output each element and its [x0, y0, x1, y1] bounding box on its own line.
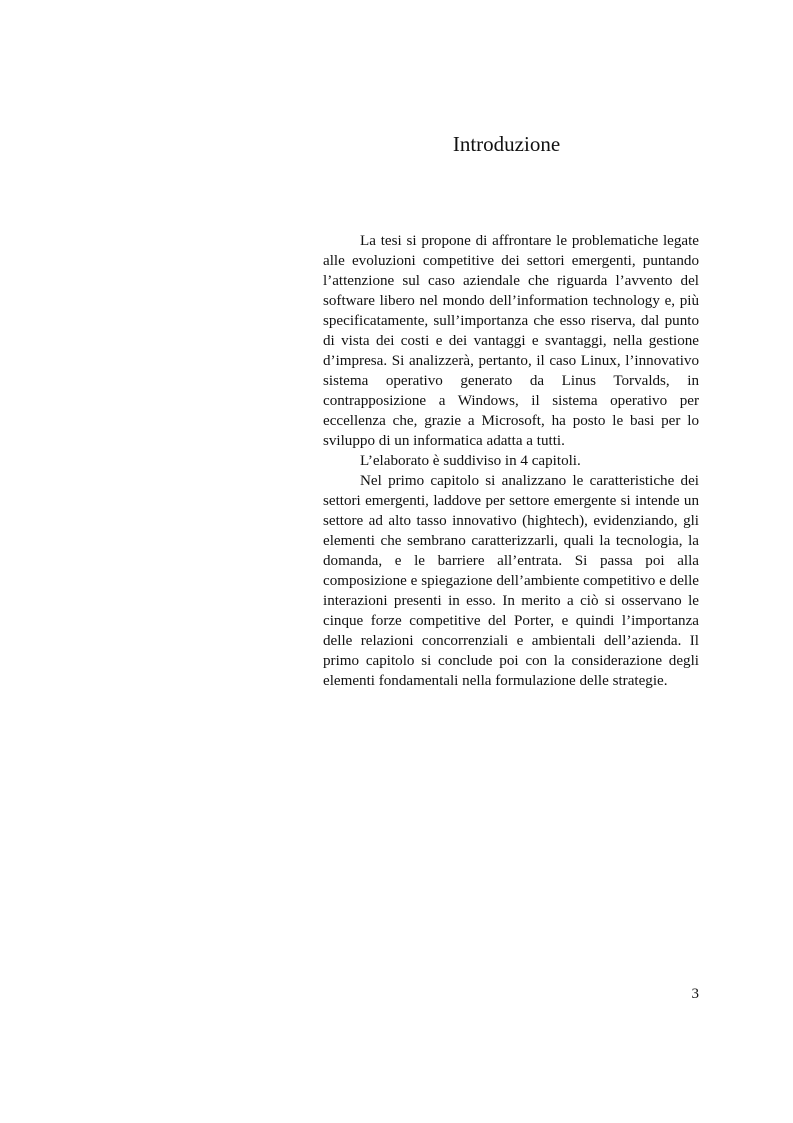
paragraph-structure: L’elaborato è suddiviso in 4 capitoli. [360, 453, 581, 469]
page-title: Introduzione [452, 132, 561, 156]
paragraph-chapter-one: Nel primo capitolo si analizzano le caratteristiche dei settori emergenti, laddove per settore emergente si intende un settore ad alto tasso innovativo (hightech), evidenziando, gli elementi che sembrano caratterizzarli, quali la tecnologia, la domanda, e le barriere all’entrata. Si passa poi alla composizione e spiegazione dell’ambiente competitivo e delle interazioni presenti in esso. In merito a ciò si osservano le cinque forze competitive del Porter, e quindi l’importanza delle relazioni concorrenziali e ambientali dell’azienda. Il primo capitolo si conclude poi con la considerazione degli elementi fondamentali nella formulazione delle strategie. [323, 473, 699, 689]
body-text [323, 231, 699, 691]
page-number: 3 [691, 986, 699, 1002]
paragraph-intro: La tesi si propone di affrontare le problematiche legate alle evoluzioni competitive dei settori emergenti, puntando l’attenzione sul caso aziendale che riguarda l’avvento del software libero nel mondo dell’information technology e, più specificatamente, sull’importanza che esso riserva, dal punto di vista dei costi e dei vantaggi e svantaggi, nella gestione d’impresa. Si analizzerà, pertanto, il caso Linux, l’innovativo sistema operativo generato da Linus Torvalds, in contrapposizione a Windows, il sistema operativo per eccellenza che, grazie a Microsoft, ha posto le basi per lo sviluppo di un informatica adatta a tutti. [323, 233, 699, 449]
